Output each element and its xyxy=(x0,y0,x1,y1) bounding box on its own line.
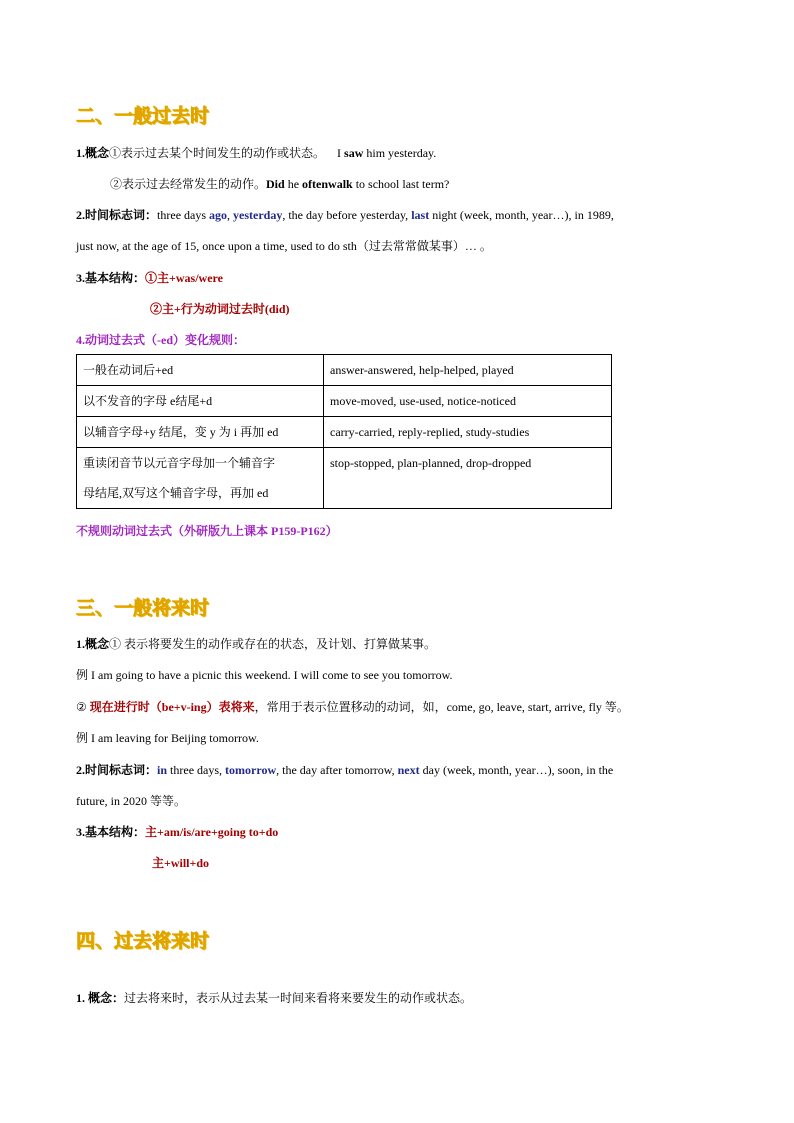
time-label: 2.时间标志词： xyxy=(76,763,158,777)
marker-keyword: yesterday xyxy=(233,208,283,222)
marker-text: , xyxy=(227,208,234,222)
example-bold: saw xyxy=(344,146,364,160)
marker-keyword: next xyxy=(397,763,420,777)
future-structure-1 xyxy=(76,824,278,840)
marker-text: three days xyxy=(157,208,210,222)
rule-cell: 以辅音字母+y 结尾，变 y 为 i 再加 ed xyxy=(77,417,324,448)
structure-formula: 主+am/is/are+going to+do xyxy=(145,825,279,839)
example-text: him yesterday. xyxy=(363,146,437,160)
rule-line: 母结尾,双写这个辅音字母，再加 ed xyxy=(83,486,269,500)
example-cell: carry-carried, reply-replied, study-studies xyxy=(324,417,612,448)
section-title-past-future: 四、过去将来时 xyxy=(76,930,210,952)
future-time-markers-2: future, in 2020 等等。 xyxy=(76,794,186,808)
past-time-markers-1 xyxy=(76,207,614,223)
example-bold: Did xyxy=(266,177,285,191)
concept-text: ，常用于表示位置移动的动词，如，come, go, leave, start, arrive, fly 等。 xyxy=(254,700,629,714)
past-structure-1 xyxy=(76,270,223,286)
table-row xyxy=(77,448,612,509)
marker-keyword: ago xyxy=(209,208,228,222)
structure-formula: 主+will+do xyxy=(152,856,210,870)
rule-cell: 一般在动词后+ed xyxy=(77,355,324,386)
future-concept-2 xyxy=(76,699,629,715)
concept-prefix: ② xyxy=(76,700,90,714)
past-future-concept-1 xyxy=(76,990,472,1006)
section-title-future-simple: 三、一般将来时 xyxy=(76,597,210,619)
concept-text: 过去将来时，表示从过去某一时间来看将来要发生的动作或状态。 xyxy=(124,991,473,1005)
past-tense-rules-table xyxy=(76,354,612,509)
future-example-2: 例 I am leaving for Beijing tomorrow. xyxy=(76,731,259,745)
rule-cell: 以不发音的字母 e结尾+d xyxy=(77,386,324,417)
future-structure-2 xyxy=(152,855,209,871)
time-label: 2.时间标志词 xyxy=(76,208,146,222)
table-row xyxy=(77,417,612,448)
structure-label: 3.基本结构： xyxy=(76,271,146,285)
structure-formula: ②主+行为动词过去时(did) xyxy=(150,302,290,316)
example-text: to school last term? xyxy=(352,177,450,191)
marker-keyword: last xyxy=(411,208,430,222)
example-cell: move-moved, use-used, notice-noticed xyxy=(324,386,612,417)
structure-formula: ①主+was/were xyxy=(145,271,223,285)
concept-label: 1.概念 xyxy=(76,637,110,651)
example-bold: often xyxy=(302,177,329,191)
rule-cell xyxy=(77,448,324,509)
concept-label: 1. 概念： xyxy=(76,991,125,1005)
concept-text: ① 表示将要发生的动作或存在的状态，及计划、打算做某事。 xyxy=(109,637,437,651)
past-concept-2 xyxy=(110,176,449,192)
example-cell: answer-answered, help-helped, played xyxy=(324,355,612,386)
past-rules-title: 4.动词过去式（-ed）变化规则： xyxy=(76,333,245,347)
marker-keyword: tomorrow xyxy=(225,763,277,777)
example-bold: walk xyxy=(328,177,353,191)
marker-text: night (week, month, year…), in 1989, xyxy=(429,208,614,222)
concept-text: ②表示过去经常发生的动作。 xyxy=(110,177,267,191)
irregular-verbs-note: 不规则动词过去式（外研版九上课本 P159-P162） xyxy=(76,524,338,538)
marker-text: day (week, month, year…), soon, in the xyxy=(419,763,614,777)
future-concept-1 xyxy=(76,636,436,652)
concept-highlight: 现在进行时（be+v-ing）表将来 xyxy=(89,700,255,714)
example-text: I xyxy=(337,146,345,160)
marker-text: , the day before yesterday, xyxy=(282,208,412,222)
past-time-markers-2: just now, at the age of 15, once upon a time, used to do sth（过去常常做某事）… 。 xyxy=(76,239,492,253)
table-row xyxy=(77,355,612,386)
example-cell: stop-stopped, plan-planned, drop-dropped xyxy=(324,448,612,509)
concept-label: 1.概念 xyxy=(76,146,110,160)
section-title-past-simple: 二、一般过去时 xyxy=(76,105,210,127)
marker-text: three days, xyxy=(167,763,226,777)
table-row xyxy=(77,386,612,417)
rule-line: 重读闭音节以元音字母加一个辅音字 xyxy=(83,456,276,470)
marker-text: , the day after tomorrow, xyxy=(276,763,398,777)
past-concept-1 xyxy=(76,145,436,161)
structure-label: 3.基本结构： xyxy=(76,825,146,839)
time-colon: ： xyxy=(145,208,158,222)
past-structure-2 xyxy=(150,301,290,317)
marker-keyword: in xyxy=(157,763,168,777)
future-example-1: 例 I am going to have a picnic this weekend. I will come to see you tomorrow. xyxy=(76,668,453,682)
future-time-markers-1 xyxy=(76,762,613,778)
example-text: he xyxy=(284,177,303,191)
concept-text: ①表示过去某个时间发生的动作或状态。 xyxy=(109,146,326,160)
